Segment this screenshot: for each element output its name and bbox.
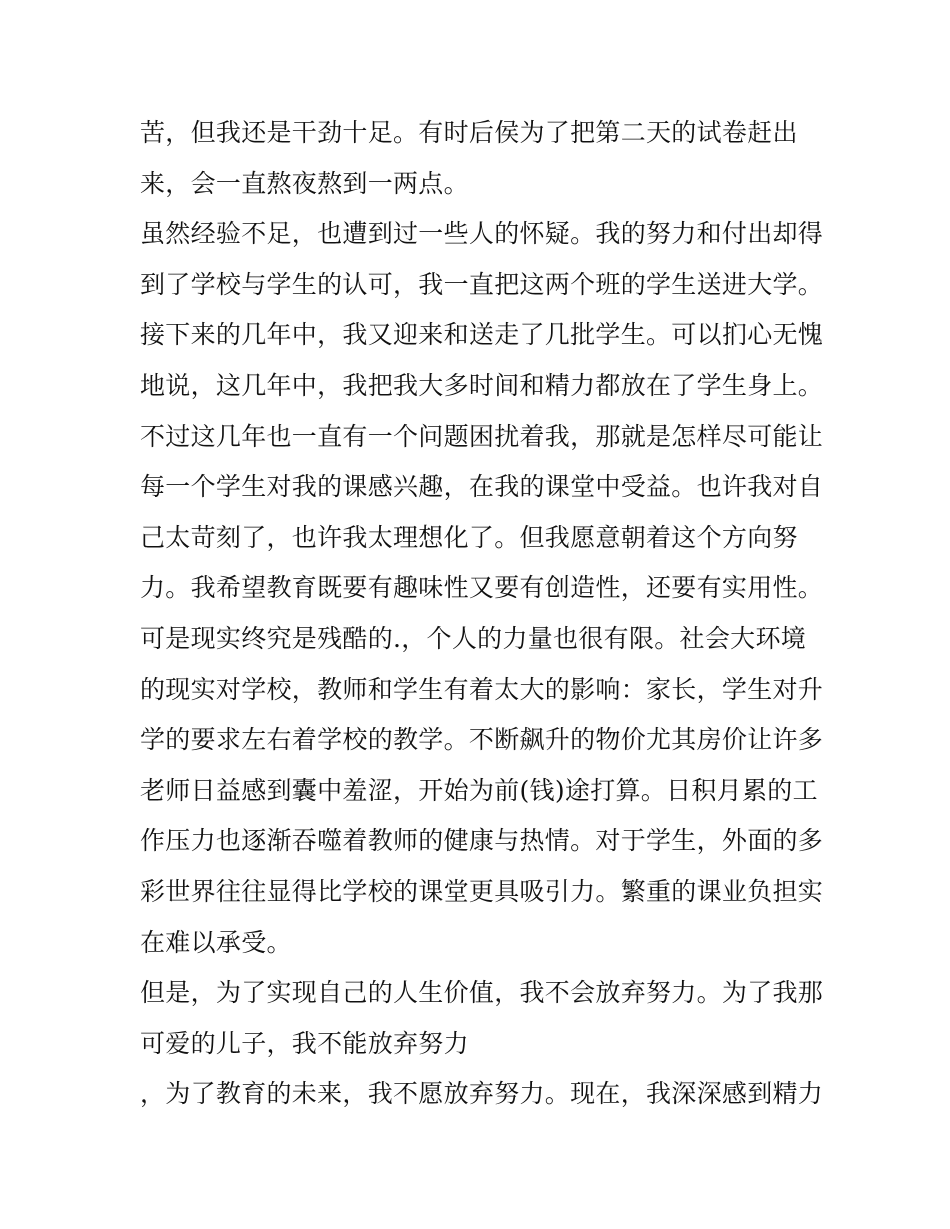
text-line: 作压力也逐渐吞噬着教师的健康与热情。对于学生，外面的多 xyxy=(140,826,824,856)
text-line: 彩世界往往显得比学校的课堂更具吸引力。繁重的课业负担实 xyxy=(140,876,824,906)
text-line: 可爱的儿子，我不能放弃努力 xyxy=(140,1028,469,1058)
text-line: 但是，为了实现自己的人生价值，我不会放弃努力。为了我那 xyxy=(140,978,824,1008)
text-line: 到了学校与学生的认可，我一直把这两个班的学生送进大学。 xyxy=(140,269,824,299)
text-line: 学的要求左右着学校的教学。不断飙升的物价尤其房价让许多 xyxy=(140,725,824,755)
text-line: 地说，这几年中，我把我大多时间和精力都放在了学生身上。 xyxy=(140,370,824,400)
text-line: 来，会一直熬夜熬到一两点。 xyxy=(140,168,469,198)
text-line: 己太苛刻了，也许我太理想化了。但我愿意朝着这个方向努 xyxy=(140,522,798,552)
text-line: 可是现实终究是残酷的.，个人的力量也很有限。社会大环境 xyxy=(140,623,807,653)
text-line: 每一个学生对我的课感兴趣，在我的课堂中受益。也许我对自 xyxy=(140,472,824,502)
text-line: 苦，但我还是干劲十足。有时后侯为了把第二天的试卷赶出 xyxy=(140,118,798,147)
text-line: 不过这几年也一直有一个问题困扰着我，那就是怎样尽可能让 xyxy=(140,421,824,451)
text-line: 老师日益感到囊中羞涩，开始为前(钱)途打算。日积月累的工 xyxy=(140,775,818,805)
text-line: 接下来的几年中，我又迎来和送走了几批学生。可以扪心无愧 xyxy=(140,320,824,350)
document-body xyxy=(140,108,840,1120)
text-line: 虽然经验不足，也遭到过一些人的怀疑。我的努力和付出却得 xyxy=(140,219,824,249)
text-line: 在难以承受。 xyxy=(140,927,292,957)
text-line: 力。我希望教育既要有趣味性又要有创造性，还要有实用性。 xyxy=(140,573,824,603)
text-line: ，为了教育的未来，我不愿放弃努力。现在，我深深感到精力 xyxy=(140,1079,824,1109)
text-line: 的现实对学校，教师和学生有着太大的影响：家长，学生对升 xyxy=(140,674,824,704)
